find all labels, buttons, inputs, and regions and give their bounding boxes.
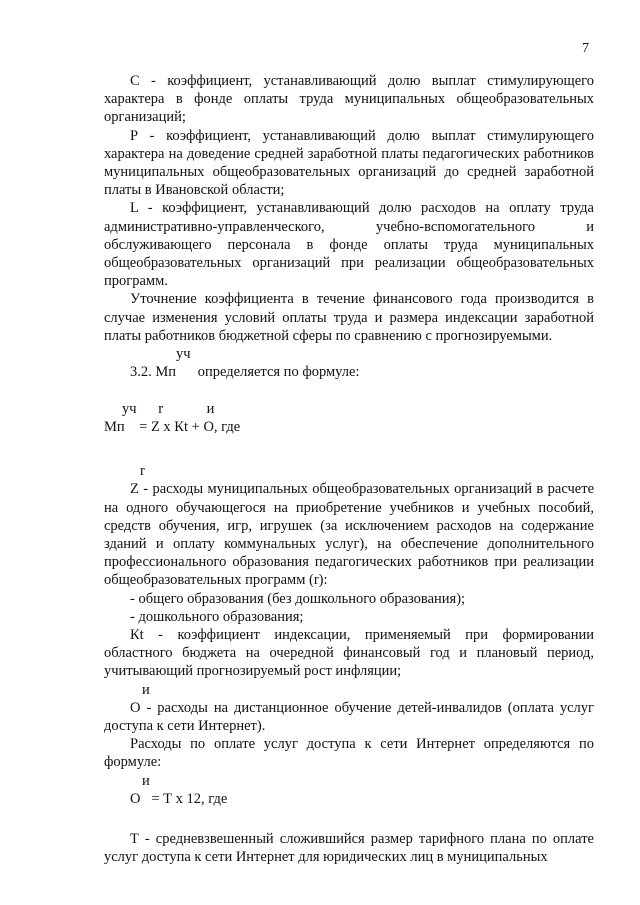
document-body — [104, 72, 594, 867]
paragraph-kt-definition: Кt - коэффициент индексации, применяемый при формировании областного бюджета на очередной финансовый год и плановый период, учитывающий прогнозируемый рост инфляции; — [104, 627, 594, 680]
z-superscript: r — [140, 463, 145, 480]
formula2: О = Т х 12, где — [130, 790, 228, 807]
paragraph-internet-costs: Расходы по оплате услуг доступа к сети Интернет определяются по формуле: — [104, 736, 594, 771]
o-superscript: и — [142, 681, 150, 698]
spacer — [104, 808, 594, 826]
list-item-general-education: - общего образования (без дошкольного образования); — [130, 590, 466, 607]
paragraph-c-coefficient: С - коэффициент, устанавливающий долю выплат стимулирующего характера в фонде оплаты труда муниципальных общеобразовательных организаций; — [104, 73, 594, 126]
paragraph-p-coefficient: Р - коэффициент, устанавливающий долю выплат стимулирующего характера на доведение средней заработной платы педагогических работников муниципальных общеобразовательных организаций до средней заработной платы в Ивановской области; — [104, 127, 594, 199]
paragraph-o-definition: О - расходы на дистанционное обучение детей-инвалидов (оплата услуг доступа к сети Интернет). — [104, 699, 594, 735]
spacer — [104, 436, 594, 454]
paragraph-z-definition: Z - расходы муниципальных общеобразовательных организаций в расчете на одного обучающегося на приобретение учебников и учебных пособий, средств обучения, игр, игрушек (за исключением расходов на содержание зданий и оплату коммунальных услуг), на обеспечение дополнительного профессионального образования педагогических работников при реализации общеобразовательных программ (r): — [104, 481, 594, 589]
page-number: 7 — [582, 41, 589, 56]
formula1: Мп = Z х Кt + О, где — [104, 418, 241, 435]
spacer — [104, 381, 594, 399]
paragraph-l-coefficient: L - коэффициент, устанавливающий долю расходов на оплату труда административно-управленческого, учебно-вспомогательного и обслуживающего персонала в фонде оплаты труда муниципальных общеобразовательных организаций при реализации общеобразовательных программ. — [104, 200, 594, 290]
section-heading: 3.2. Мп определяется по формуле: — [130, 364, 360, 381]
formula2-superscript: и — [142, 772, 150, 789]
list-item-preschool-education: - дошкольного образования; — [130, 608, 304, 625]
formula1-superscripts: уч r и — [122, 400, 215, 417]
section-superscript: уч — [176, 346, 191, 363]
paragraph-clarification: Уточнение коэффициента в течение финансового года производится в случае изменения условий оплаты труда и размера индексации заработной платы работников бюджетной сферы по сравнению с прогнозируемыми. — [104, 291, 594, 344]
paragraph-t-definition: Т - средневзвешенный сложившийся размер тарифного плана по оплате услуг доступа к сети Интернет для юридических лиц в муниципальных — [104, 831, 594, 866]
